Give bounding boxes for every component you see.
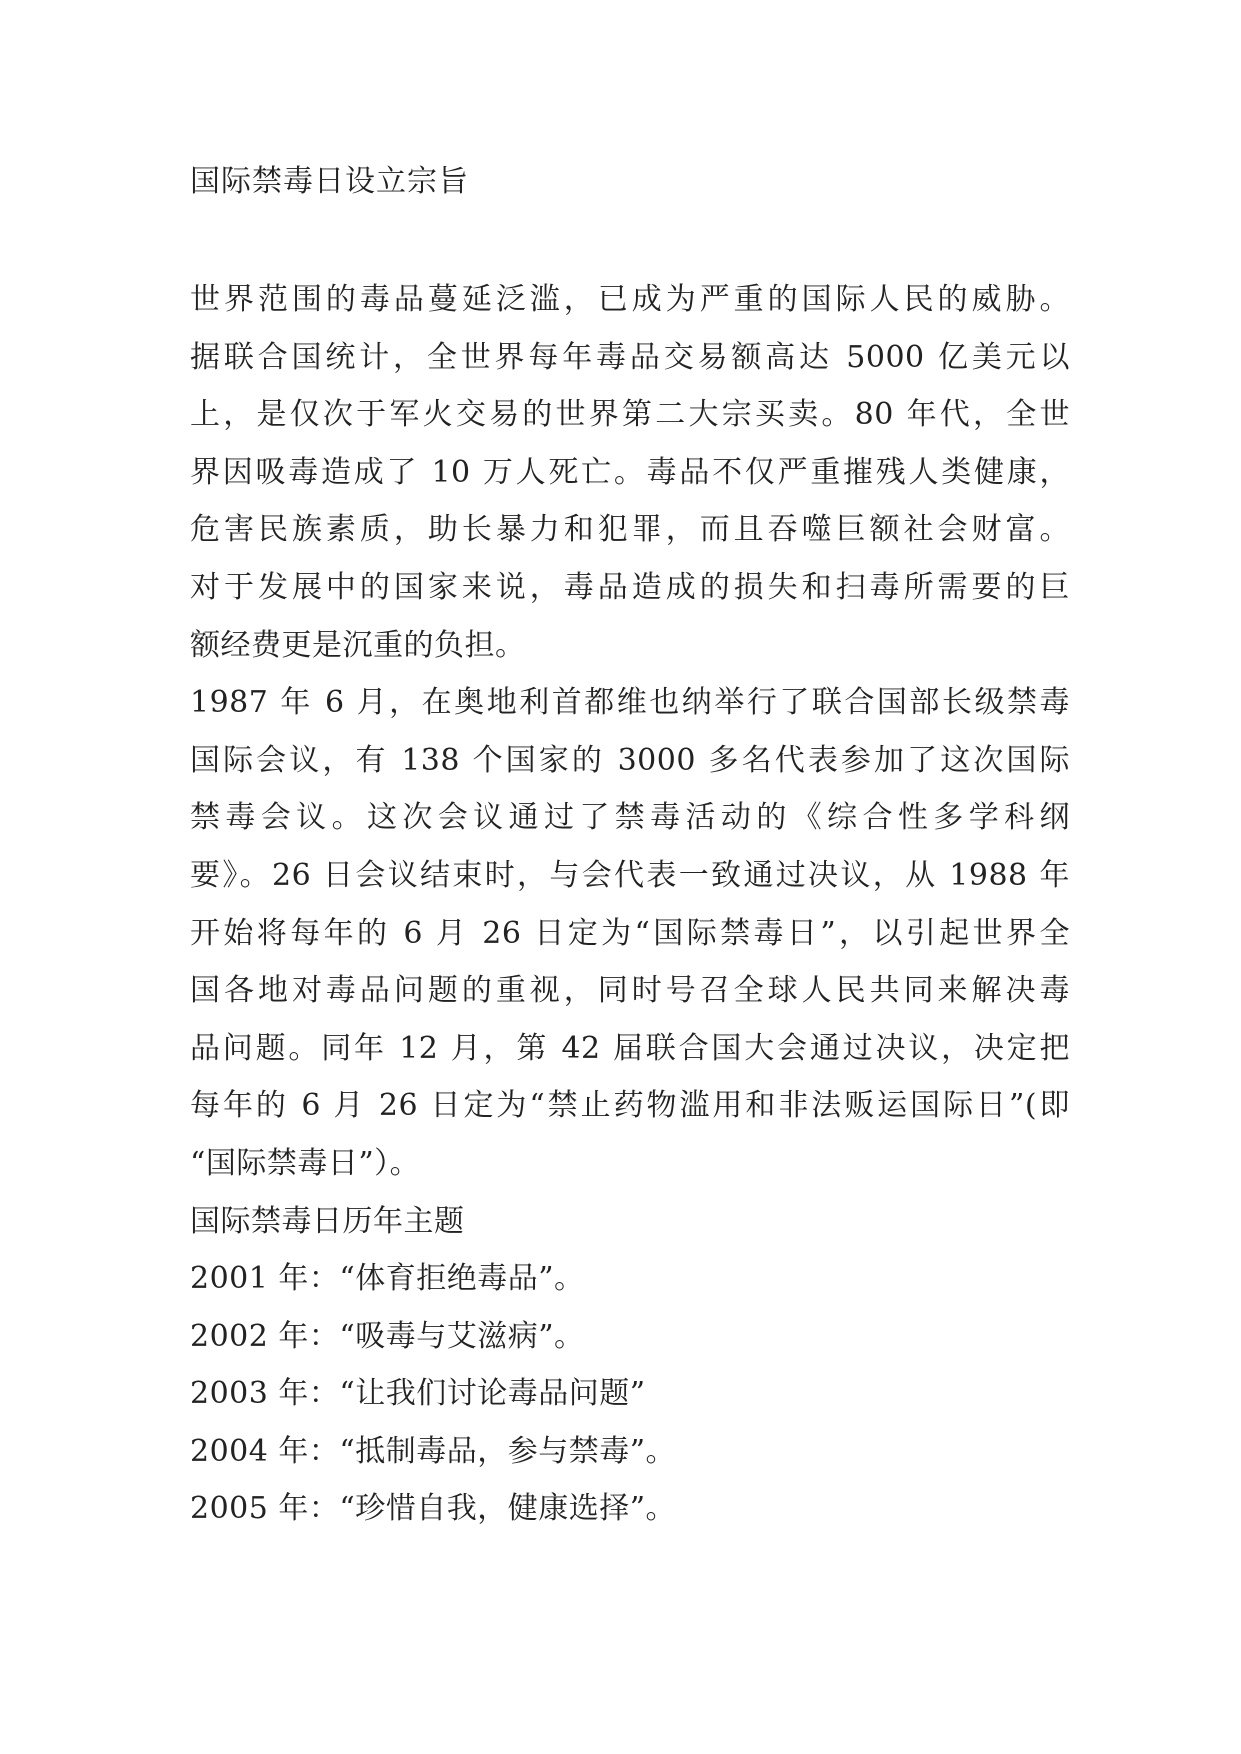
text-line: 开始将每年的 6 月 26 日定为“国际禁毒日”，以引起世界全 — [190, 915, 1070, 951]
document-body — [190, 271, 1070, 1538]
text-line: 对于发展中的国家来说，毒品造成的损失和扫毒所需要的巨 — [190, 569, 1070, 605]
text-line: 1987 年 6 月，在奥地利首都维也纳举行了联合国部长级禁毒 — [190, 685, 1070, 721]
text-line: “国际禁毒日”）。 — [190, 1145, 421, 1181]
theme-item-2004: 2004 年：“抵制毒品，参与禁毒”。 — [190, 1433, 677, 1469]
theme-item-2005: 2005 年：“珍惜自我，健康选择”。 — [190, 1491, 677, 1527]
section-heading: 国际禁毒日历年主题 — [190, 1203, 465, 1239]
document-title: 国际禁毒日设立宗旨 — [190, 164, 469, 199]
text-line: 额经费更是沉重的负担。 — [190, 627, 526, 663]
text-line: 危害民族素质，助长暴力和犯罪，而且吞噬巨额社会财富。 — [190, 512, 1070, 548]
text-line: 每年的 6 月 26 日定为“禁止药物滥用和非法贩运国际日”(即 — [190, 1088, 1070, 1124]
text-line: 上，是仅次于军火交易的世界第二大宗买卖。80 年代，全世 — [190, 397, 1070, 433]
theme-item-2003: 2003 年：“让我们讨论毒品问题” — [190, 1376, 646, 1412]
text-line: 国各地对毒品问题的重视，同时号召全球人民共同来解决毒 — [190, 973, 1070, 1009]
text-line: 世界范围的毒品蔓延泛滥，已成为严重的国际人民的威胁。 — [190, 282, 1070, 317]
text-line: 据联合国统计，全世界每年毒品交易额高达 5000 亿美元以 — [190, 339, 1070, 375]
text-line: 国际会议，有 138 个国家的 3000 多名代表参加了这次国际 — [190, 742, 1070, 778]
theme-item-2001: 2001 年：“体育拒绝毒品”。 — [190, 1261, 585, 1297]
text-line: 品问题。同年 12 月，第 42 届联合国大会通过决议，决定把 — [190, 1030, 1070, 1066]
text-line: 界因吸毒造成了 10 万人死亡。毒品不仅严重摧残人类健康， — [190, 454, 1070, 490]
theme-item-2002: 2002 年：“吸毒与艾滋病”。 — [190, 1318, 585, 1354]
text-line: 禁毒会议。这次会议通过了禁毒活动的《综合性多学科纲 — [190, 800, 1070, 836]
text-line: 要》。26 日会议结束时，与会代表一致通过决议，从 1988 年 — [190, 857, 1070, 893]
